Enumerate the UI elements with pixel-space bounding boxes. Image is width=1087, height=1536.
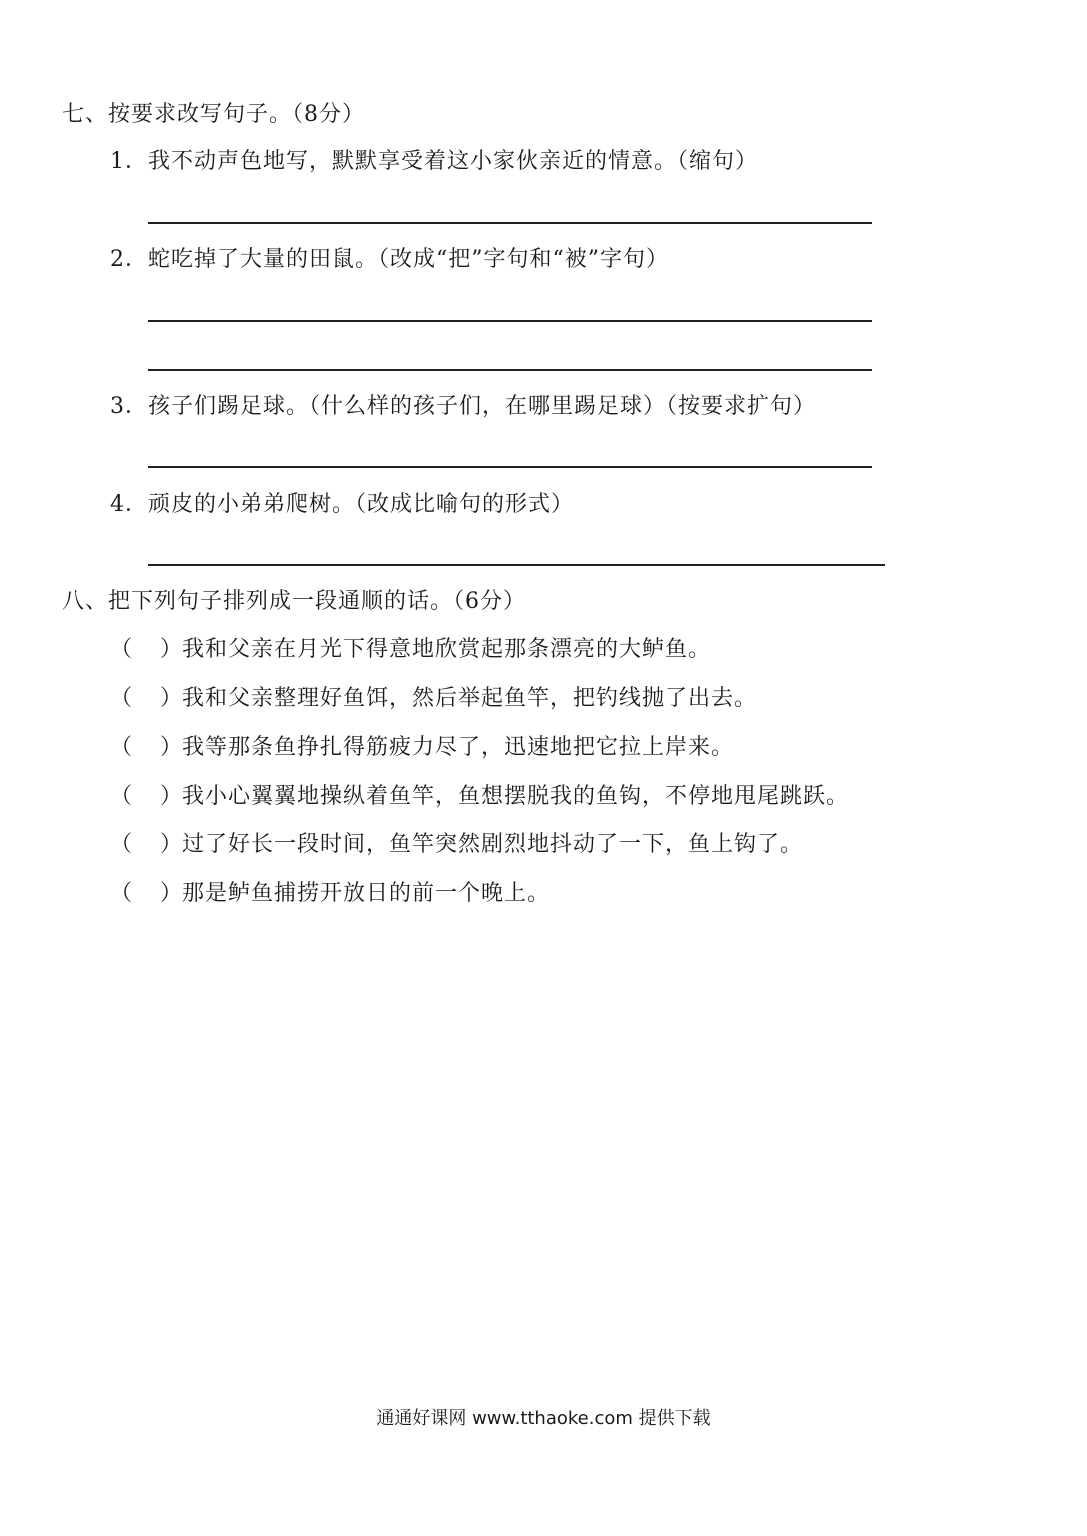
order-blank-6[interactable]: （ ） — [110, 881, 184, 906]
question-3-text: 孩子们踢足球。（什么样的孩子们，在哪里踢足球）（按要求扩句） — [148, 394, 817, 419]
order-blank-3[interactable]: （ ） — [110, 735, 184, 760]
order-sentence-3-text: 我等那条鱼挣扎得筋疲力尽了，迅速地把它拉上岸来。 — [182, 735, 735, 760]
answer-line-2b[interactable] — [148, 369, 872, 371]
question-4 — [110, 490, 574, 520]
page-footer: 通通好课网 www.tthaoke.com 提供下载 — [376, 1408, 711, 1429]
order-sentence-2-text: 我和父亲整理好鱼饵，然后举起鱼竿，把钓线抛了出去。 — [182, 686, 758, 711]
section-8-title: 八、把下列句子排列成一段通顺的话。（6分） — [62, 589, 526, 614]
order-sentence-3 — [110, 733, 734, 763]
order-sentence-1 — [110, 635, 711, 665]
order-sentence-5-text: 过了好长一段时间，鱼竿突然剧烈地抖动了一下，鱼上钩了。 — [182, 832, 804, 857]
answer-line-1[interactable] — [148, 222, 872, 224]
question-3 — [110, 392, 816, 422]
order-blank-1[interactable]: （ ） — [110, 637, 184, 662]
section-7-title: 七、按要求改写句子。（8分） — [62, 102, 365, 127]
order-sentence-6 — [110, 879, 550, 909]
question-3-number: 3． — [110, 394, 148, 419]
order-sentence-6-text: 那是鲈鱼捕捞开放日的前一个晚上。 — [182, 881, 551, 906]
order-sentence-4-text: 我小心翼翼地操纵着鱼竿，鱼想摆脱我的鱼钩，不停地甩尾跳跃。 — [182, 784, 850, 809]
order-sentence-4 — [110, 782, 849, 812]
answer-line-2a[interactable] — [148, 320, 872, 322]
order-blank-2[interactable]: （ ） — [110, 686, 184, 711]
order-sentence-1-text: 我和父亲在月光下得意地欣赏起那条漂亮的大鲈鱼。 — [182, 637, 712, 662]
answer-line-4[interactable] — [148, 564, 885, 566]
order-blank-4[interactable]: （ ） — [110, 784, 184, 809]
order-sentence-2 — [110, 684, 757, 714]
order-blank-5[interactable]: （ ） — [110, 832, 184, 857]
answer-line-3[interactable] — [148, 466, 872, 468]
question-1-text: 我不动声色地写，默默享受着这小家伙亲近的情意。（缩句） — [148, 149, 759, 174]
question-1 — [110, 147, 758, 177]
question-4-number: 4． — [110, 492, 148, 517]
question-2 — [110, 245, 669, 275]
question-1-number: 1． — [110, 149, 148, 174]
order-sentence-5 — [110, 830, 803, 860]
question-4-text: 顽皮的小弟弟爬树。（改成比喻句的形式） — [148, 492, 575, 517]
question-2-number: 2． — [110, 247, 148, 272]
question-2-text: 蛇吃掉了大量的田鼠。（改成“把”字句和“被”字句） — [148, 247, 669, 272]
